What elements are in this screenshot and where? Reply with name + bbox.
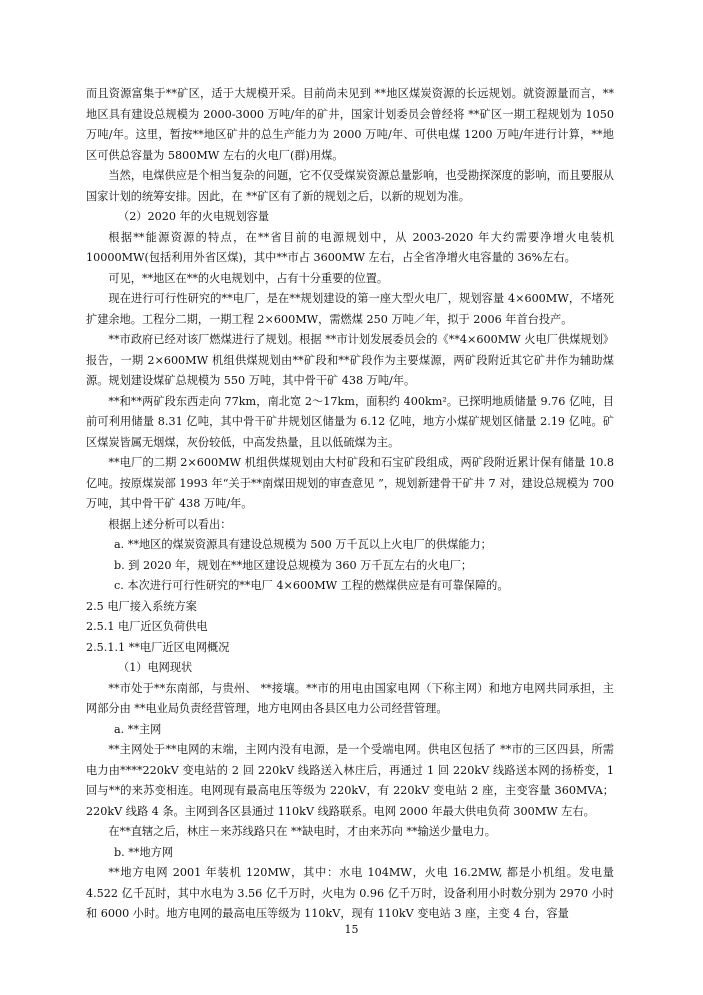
paragraph: **和**两矿段东西走向 77km，南北宽 2～17km，面积约 400km²。已探明地质储量 9.76 亿吨，目前可利用储量 8.31 亿吨，其中骨干矿井规划区储量为 6.12 亿吨，地方小煤矿规划区储量 2.19 亿吨。矿区煤炭皆属无烟煤，灰份较低，中高发热量，且以低硫煤为主。	[86, 394, 614, 449]
paragraph: 根据**能源资源的特点，在**省目前的电源规划中，从 2003-2020 年大约需要净增火电装机 10000MW(包括利用外省区煤)，其中**市占 3600MW 左右，占全省净增火电容量的 36%左右。	[86, 230, 614, 264]
paragraph: 2.5.1.1 **电厂近区电网概况	[86, 640, 230, 654]
paragraph: **市处于**东南部，与贵州、 **接壤。**市的用电由国家电网（下称主网）和地方电网共同承担，主网部分由 **电业局负责经营管理，地方电网由各县区电力公司经营管理。	[86, 681, 614, 715]
paragraph: c. 本次进行可行性研究的**电厂 4×600MW 工程的燃煤供应是有可靠保障的。	[114, 579, 509, 592]
paragraph: **电厂的二期 2×600MW 机组供煤规划由大村矿段和石宝矿段组成，两矿段附近累计保有储量 10.8 亿吨。按原煤炭部 1993 年“关于**南煤田规划的审查意见 ”，规划新建骨干矿井 7 对，建设总规模为 700 万吨，其中骨干矿 438 万吨/年。	[86, 456, 614, 510]
paragraph: b. 到 2020 年，规划在**地区建设总规模为 360 万千瓦左右的火电厂；	[114, 558, 473, 572]
paragraph: （2）2020 年的火电规划容量	[118, 210, 270, 223]
paragraph: a. **主网	[114, 722, 162, 736]
document-body	[86, 84, 614, 925]
paragraph: **市政府已经对该厂燃煤进行了规划。根据 **市计划发展委员会的《**4×600MW 火电厂供煤规划》报告，一期 2×600MW 机组供煤规划由**矿段和**矿段作为主要煤源，两矿段附近其它矿井作为辅助煤源。规划建设煤矿总规模为 550 万吨，其中骨干矿 438 万吨/年。	[86, 333, 614, 387]
page-number: 15	[344, 923, 359, 936]
paragraph: b. **地方网	[114, 845, 174, 859]
paragraph: **地方电网 2001 年装机 120MW，其中：水电 104MW，火电 16.2MW, 都是小机组。发电量 4.522 亿千瓦时，其中水电为 3.56 亿千万时，火电为 0.96 亿千万时，设备利用小时数分别为 2970 小时和 6000 小时。地方电网的最高电压等级为 110kV，现有 110kV 变电站 3 座，主变 4 台，容量	[86, 866, 614, 920]
paragraph: a. **地区的煤炭资源具有建设总规模为 500 万千瓦以上火电厂的供煤能力；	[114, 538, 492, 551]
paragraph: 而且资源富集于**矿区，适于大规模开采。目前尚未见到 **地区煤炭资源的长远规划。就资源量而言，**地区具有建设总规模为 2000-3000 万吨/年的矿井，国家计划委员会曾经将 **矿区一期工程规划为 1050 万吨/年。这里，暂按**地区矿井的总生产能力为 2000 万吨/年、可供电煤 1200 万吨/年进行计算，**地区可供总容量为 5800MW 左右的火电厂(群)用煤。	[86, 87, 614, 162]
paragraph: （1）电网现状	[118, 661, 193, 674]
paragraph: **主网处于**电网的末端，主网内没有电源，是一个受端电网。供电区包括了 **市的三区四县，所需电力由****220kV 变电站的 2 回 220kV 线路送入林庄后，再通过 1 回 220kV 线路送本网的扬桥变，1 回与**的来苏变相连。电网现有最高电压等级为 220kV，有 220kV 变电站 2 座，主变容量 360MVA；220kV 线路 4 条。主网到各区县通过 110kV 线路联系。电网 2000 年最大供电负荷 300MW 左右。	[86, 743, 614, 818]
paragraph: 根据上述分析可以看出：	[108, 517, 232, 531]
paragraph: 当然，电煤供应是个相当复杂的问题，它不仅受煤炭资源总量影响，也受勘探深度的影响，而且要服从国家计划的统筹安排。因此，在 **矿区有了新的规划之后，以新的规划为准。	[86, 169, 614, 203]
paragraph: 2.5.1 电厂近区负荷供电	[86, 620, 208, 633]
paragraph: 可见，**地区在**的火电规划中，占有十分重要的位置。	[108, 271, 389, 285]
paragraph: 现在进行可行性研究的**电厂，是在**规划建设的第一座大型火电厂，规划容量 4×600MW，不堵死扩建余地。工程分二期，一期工程 2×600MW，需燃煤 250 万吨／年，拟于 2006 年首台投产。	[86, 292, 614, 326]
paragraph: 2.5 电厂接入系统方案	[86, 599, 197, 613]
paragraph: 在**直辖之后，林庄－来苏线路只在 **缺电时，才由来苏向 **输送少量电力。	[108, 825, 496, 838]
